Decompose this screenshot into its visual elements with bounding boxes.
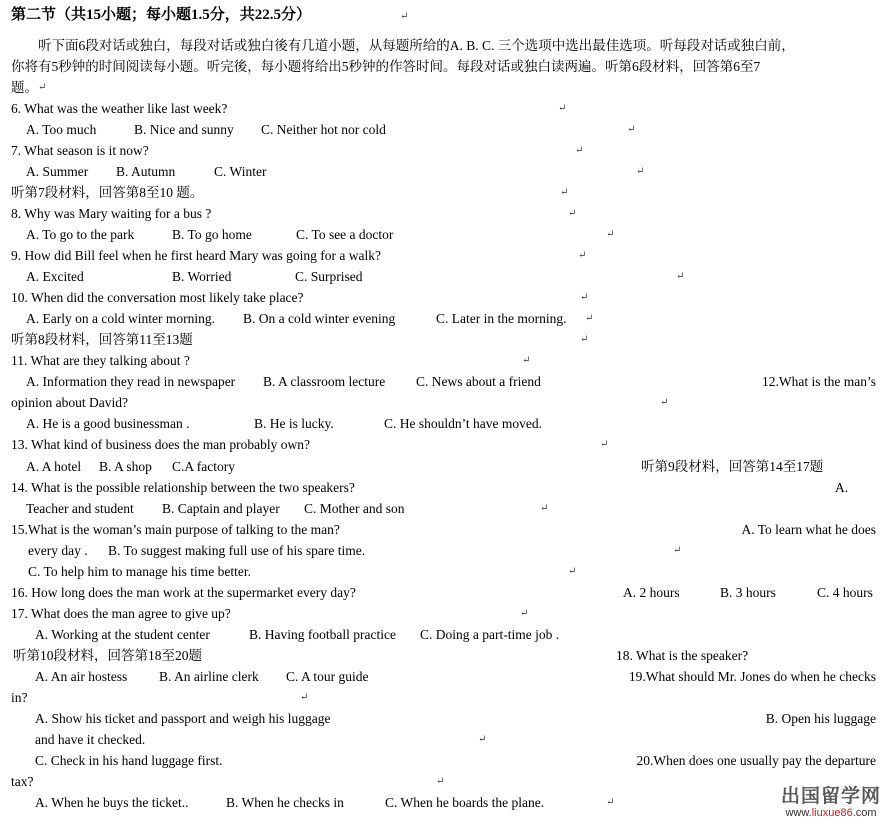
question-16-option-b: B. 3 hours	[720, 585, 776, 600]
return-mark: ↵	[568, 208, 577, 219]
question-13-option-a: A. A hotel	[26, 459, 82, 474]
question-19-option-b-part-2: and have it checked.	[35, 732, 146, 747]
question-19-option-a: A. Show his ticket and passport and weigh his luggage	[35, 711, 331, 726]
question-9-stem: 9. How did Bill feel when he first heard Mary was going for a walk?	[11, 248, 382, 263]
question-20-stem-part-1: 20.When does one usually pay the departure	[636, 753, 876, 768]
question-19-option-b-part-1: B. Open his luggage	[765, 711, 876, 726]
question-19-stem-part-1: 19.What should Mr. Jones do when he checks	[628, 669, 876, 684]
question-7-option-b: B. Autumn	[116, 164, 176, 179]
question-12-stem-part-1: 12.What is the man’s	[762, 374, 876, 389]
material-9-heading: 听第9段材料，回答第14至17题	[641, 459, 824, 474]
question-12-stem-part-2: opinion about David?	[11, 395, 128, 410]
return-mark: ↵	[585, 313, 594, 324]
question-13-option-c: C.A factory	[172, 459, 235, 474]
question-15-option-a-part-2: every day .	[28, 543, 88, 558]
instructions-line-1: 听下面6段对话或独白，每段对话或独白後有几道小题，从每题所给的A. B. C. 三个选项中选出最佳选项。听每段对话或独白前，	[38, 38, 795, 53]
question-10-option-a: A. Early on a cold winter morning.	[26, 311, 215, 326]
question-14-option-c: C. Mother and son	[304, 501, 405, 516]
question-9-option-a: A. Excited	[26, 269, 84, 284]
site-watermark	[781, 787, 881, 819]
return-mark: ↵	[400, 11, 409, 22]
question-17-option-c: C. Doing a part-time job .	[420, 627, 560, 642]
question-13-option-b: B. A shop	[99, 459, 152, 474]
question-15-option-b: B. To suggest making full use of his spare time.	[108, 543, 366, 558]
instructions-line-3: 题。	[11, 80, 38, 95]
material-10-heading: 听第10段材料，回答第18至20题	[13, 648, 202, 663]
return-mark: ↵	[676, 271, 685, 282]
return-mark: ↵	[540, 503, 549, 514]
section-title: 第二节（共15小题；每小题1.5分，共22.5分）	[11, 7, 312, 23]
question-6-option-b: B. Nice and sunny	[134, 122, 234, 137]
return-mark: ↵	[575, 145, 584, 156]
return-mark: ↵	[520, 608, 529, 619]
question-20-stem-part-2: tax?	[11, 774, 34, 789]
question-13-stem: 13. What kind of business does the man probably own?	[11, 437, 310, 452]
material-8-heading: 听第8段材料，回答第11至13题	[11, 332, 193, 347]
question-17-option-b: B. Having football practice	[249, 627, 396, 642]
question-14-option-b: B. Captain and player	[162, 501, 280, 516]
question-10-stem: 10. When did the conversation most likely take place?	[11, 290, 304, 305]
return-mark: ↵	[636, 166, 645, 177]
question-14-option-a-text: Teacher and student	[26, 501, 134, 516]
return-mark: ↵	[560, 187, 569, 198]
question-14-stem: 14. What is the possible relationship between the two speakers?	[11, 480, 355, 495]
return-mark: ↵	[578, 250, 587, 261]
question-8-stem: 8. Why was Mary waiting for a bus ?	[11, 206, 212, 221]
question-20-option-c: C. When he boards the plane.	[385, 795, 545, 810]
question-10-option-c: C. Later in the morning.	[436, 311, 567, 326]
watermark-url: www.liuxue86.com	[785, 807, 877, 819]
return-mark: ↵	[673, 545, 682, 556]
question-16-option-c: C. 4 hours	[817, 585, 873, 600]
question-11-option-c: C. News about a friend	[416, 374, 541, 389]
question-18-option-c: C. A tour guide	[286, 669, 369, 684]
question-19-stem-part-2: in?	[11, 690, 28, 705]
return-mark: ↵	[580, 334, 589, 345]
question-8-option-a: A. To go to the park	[26, 227, 135, 242]
question-11-option-a: A. Information they read in newspaper	[26, 374, 236, 389]
instructions-line-2: 你将有5秒钟的时间阅读每小题。听完後，每小题将给出5秒钟的作答时间。每段对话或独白读两遍。听第6段材料，回答第6至7	[11, 59, 761, 74]
question-16-stem: 16. How long does the man work at the supermarket every day?	[11, 585, 356, 600]
material-7-heading: 听第7段材料，回答第8至10 题。	[11, 185, 204, 200]
question-15-option-c: C. To help him to manage his time better.	[28, 564, 252, 579]
return-mark: ↵	[606, 797, 615, 808]
question-15-option-a-part-1: A. To learn what he does	[741, 522, 876, 537]
question-7-option-a: A. Summer	[26, 164, 89, 179]
return-mark: ↵	[606, 229, 615, 240]
question-18-option-b: B. An airline clerk	[159, 669, 259, 684]
question-12-option-c: C. He shouldn’t have moved.	[384, 416, 542, 431]
question-20-option-b: B. When he checks in	[226, 795, 344, 810]
return-mark: ↵	[568, 566, 577, 577]
return-mark: ↵	[580, 292, 589, 303]
question-11-option-b: B. A classroom lecture	[263, 374, 386, 389]
return-mark: ↵	[300, 692, 309, 703]
question-7-stem: 7. What season is it now?	[11, 143, 149, 158]
question-19-option-c: C. Check in his hand luggage first.	[35, 753, 223, 768]
question-18-stem: 18. What is the speaker?	[616, 648, 749, 663]
question-9-option-b: B. Worried	[172, 269, 232, 284]
question-14-option-a-label: A.	[835, 480, 849, 495]
return-mark: ↵	[522, 355, 531, 366]
question-16-option-a: A. 2 hours	[623, 585, 680, 600]
question-9-option-c: C. Surprised	[295, 269, 363, 284]
question-20-option-a: A. When he buys the ticket..	[35, 795, 189, 810]
watermark-title: 出国留学网	[780, 785, 881, 807]
question-7-option-c: C. Winter	[214, 164, 267, 179]
question-17-option-a: A. Working at the student center	[35, 627, 210, 642]
question-12-option-b: B. He is lucky.	[254, 416, 334, 431]
return-mark: ↵	[38, 82, 47, 93]
question-12-option-a: A. He is a good businessman .	[26, 416, 190, 431]
return-mark: ↵	[478, 734, 487, 745]
return-mark: ↵	[627, 124, 636, 135]
question-10-option-b: B. On a cold winter evening	[243, 311, 396, 326]
question-18-option-a: A. An air hostess	[35, 669, 128, 684]
question-6-option-a: A. Too much	[26, 122, 97, 137]
return-mark: ↵	[558, 103, 567, 114]
question-8-option-c: C. To see a doctor	[296, 227, 394, 242]
return-mark: ↵	[660, 397, 669, 408]
question-15-stem: 15.What is the woman’s main purpose of talking to the man?	[11, 522, 340, 537]
return-mark: ↵	[600, 439, 609, 450]
question-17-stem: 17. What does the man agree to give up?	[11, 606, 231, 621]
question-11-stem: 11. What are they talking about ?	[11, 353, 190, 368]
return-mark: ↵	[436, 776, 445, 787]
question-6-stem: 6. What was the weather like last week?	[11, 101, 228, 116]
question-8-option-b: B. To go home	[172, 227, 252, 242]
question-6-option-c: C. Neither hot nor cold	[261, 122, 386, 137]
